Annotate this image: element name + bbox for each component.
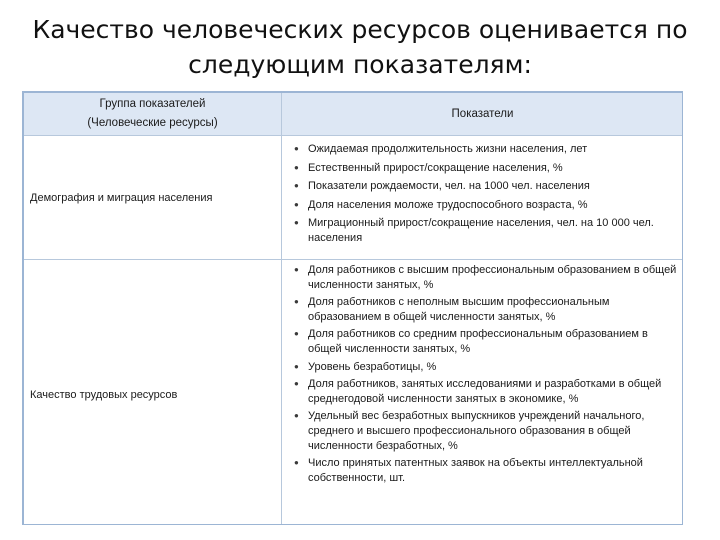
header-group-line-1: Группа показателей [99,98,206,110]
list-item: ● Уровень безработицы, % [294,360,677,375]
header-group-line-2: (Человеческие ресурсы) [87,117,218,129]
indicators-cell [282,260,683,525]
list-item: ● Доля работников с высшим профессиональным образованием в общей численности занятых, % [294,263,677,292]
list-item: ● Ожидаемая продолжительность жизни населения, лет [294,142,677,157]
group-label: Демография и миграция населения [30,191,213,204]
list-item: ● Удельный вес безработных выпускников учреждений начального, среднего и высшего профессионального образования в общей численности безработных, % [294,409,677,453]
header-indicators-label: Показатели [451,107,514,120]
header-group-cell [24,93,282,135]
header-indicators-cell [282,93,683,135]
list-item: ● Доля работников, занятых исследованиями и разработками в общей среднегодовой численности занятых в экономике, % [294,377,677,406]
group-label: Качество трудовых ресурсов [30,389,178,401]
list-item: ● Доля населения моложе трудоспособного возраста, % [294,198,677,213]
indicator-list [282,136,683,246]
group-cell [24,136,282,259]
indicators-cell [282,136,683,259]
list-item: ● Доля работников со средним профессиональным образованием в общей численности занятых, % [294,327,677,356]
indicator-list [282,260,683,485]
list-item: ● Число принятых патентных заявок на объекты интеллектуальной собственности, шт. [294,456,677,485]
group-cell [24,260,282,525]
slide-title-line-2: следующим показателям: [188,50,532,79]
slide-title [0,12,720,82]
indicators-table [22,91,683,525]
table-row [24,136,683,260]
list-item: ● Естественный прирост/сокращение населения, % [294,161,677,176]
slide-title-line-1: Качество человеческих ресурсов оценивается по [32,15,688,44]
list-item: ● Миграционный прирост/сокращение населения, чел. на 10 000 чел. населения [294,216,677,245]
table-header-row [24,93,683,136]
list-item: ● Показатели рождаемости, чел. на 1000 чел. населения [294,179,677,194]
table-row [24,260,683,525]
list-item: ● Доля работников с неполным высшим профессиональным образованием в общей численности занятых, % [294,295,677,324]
